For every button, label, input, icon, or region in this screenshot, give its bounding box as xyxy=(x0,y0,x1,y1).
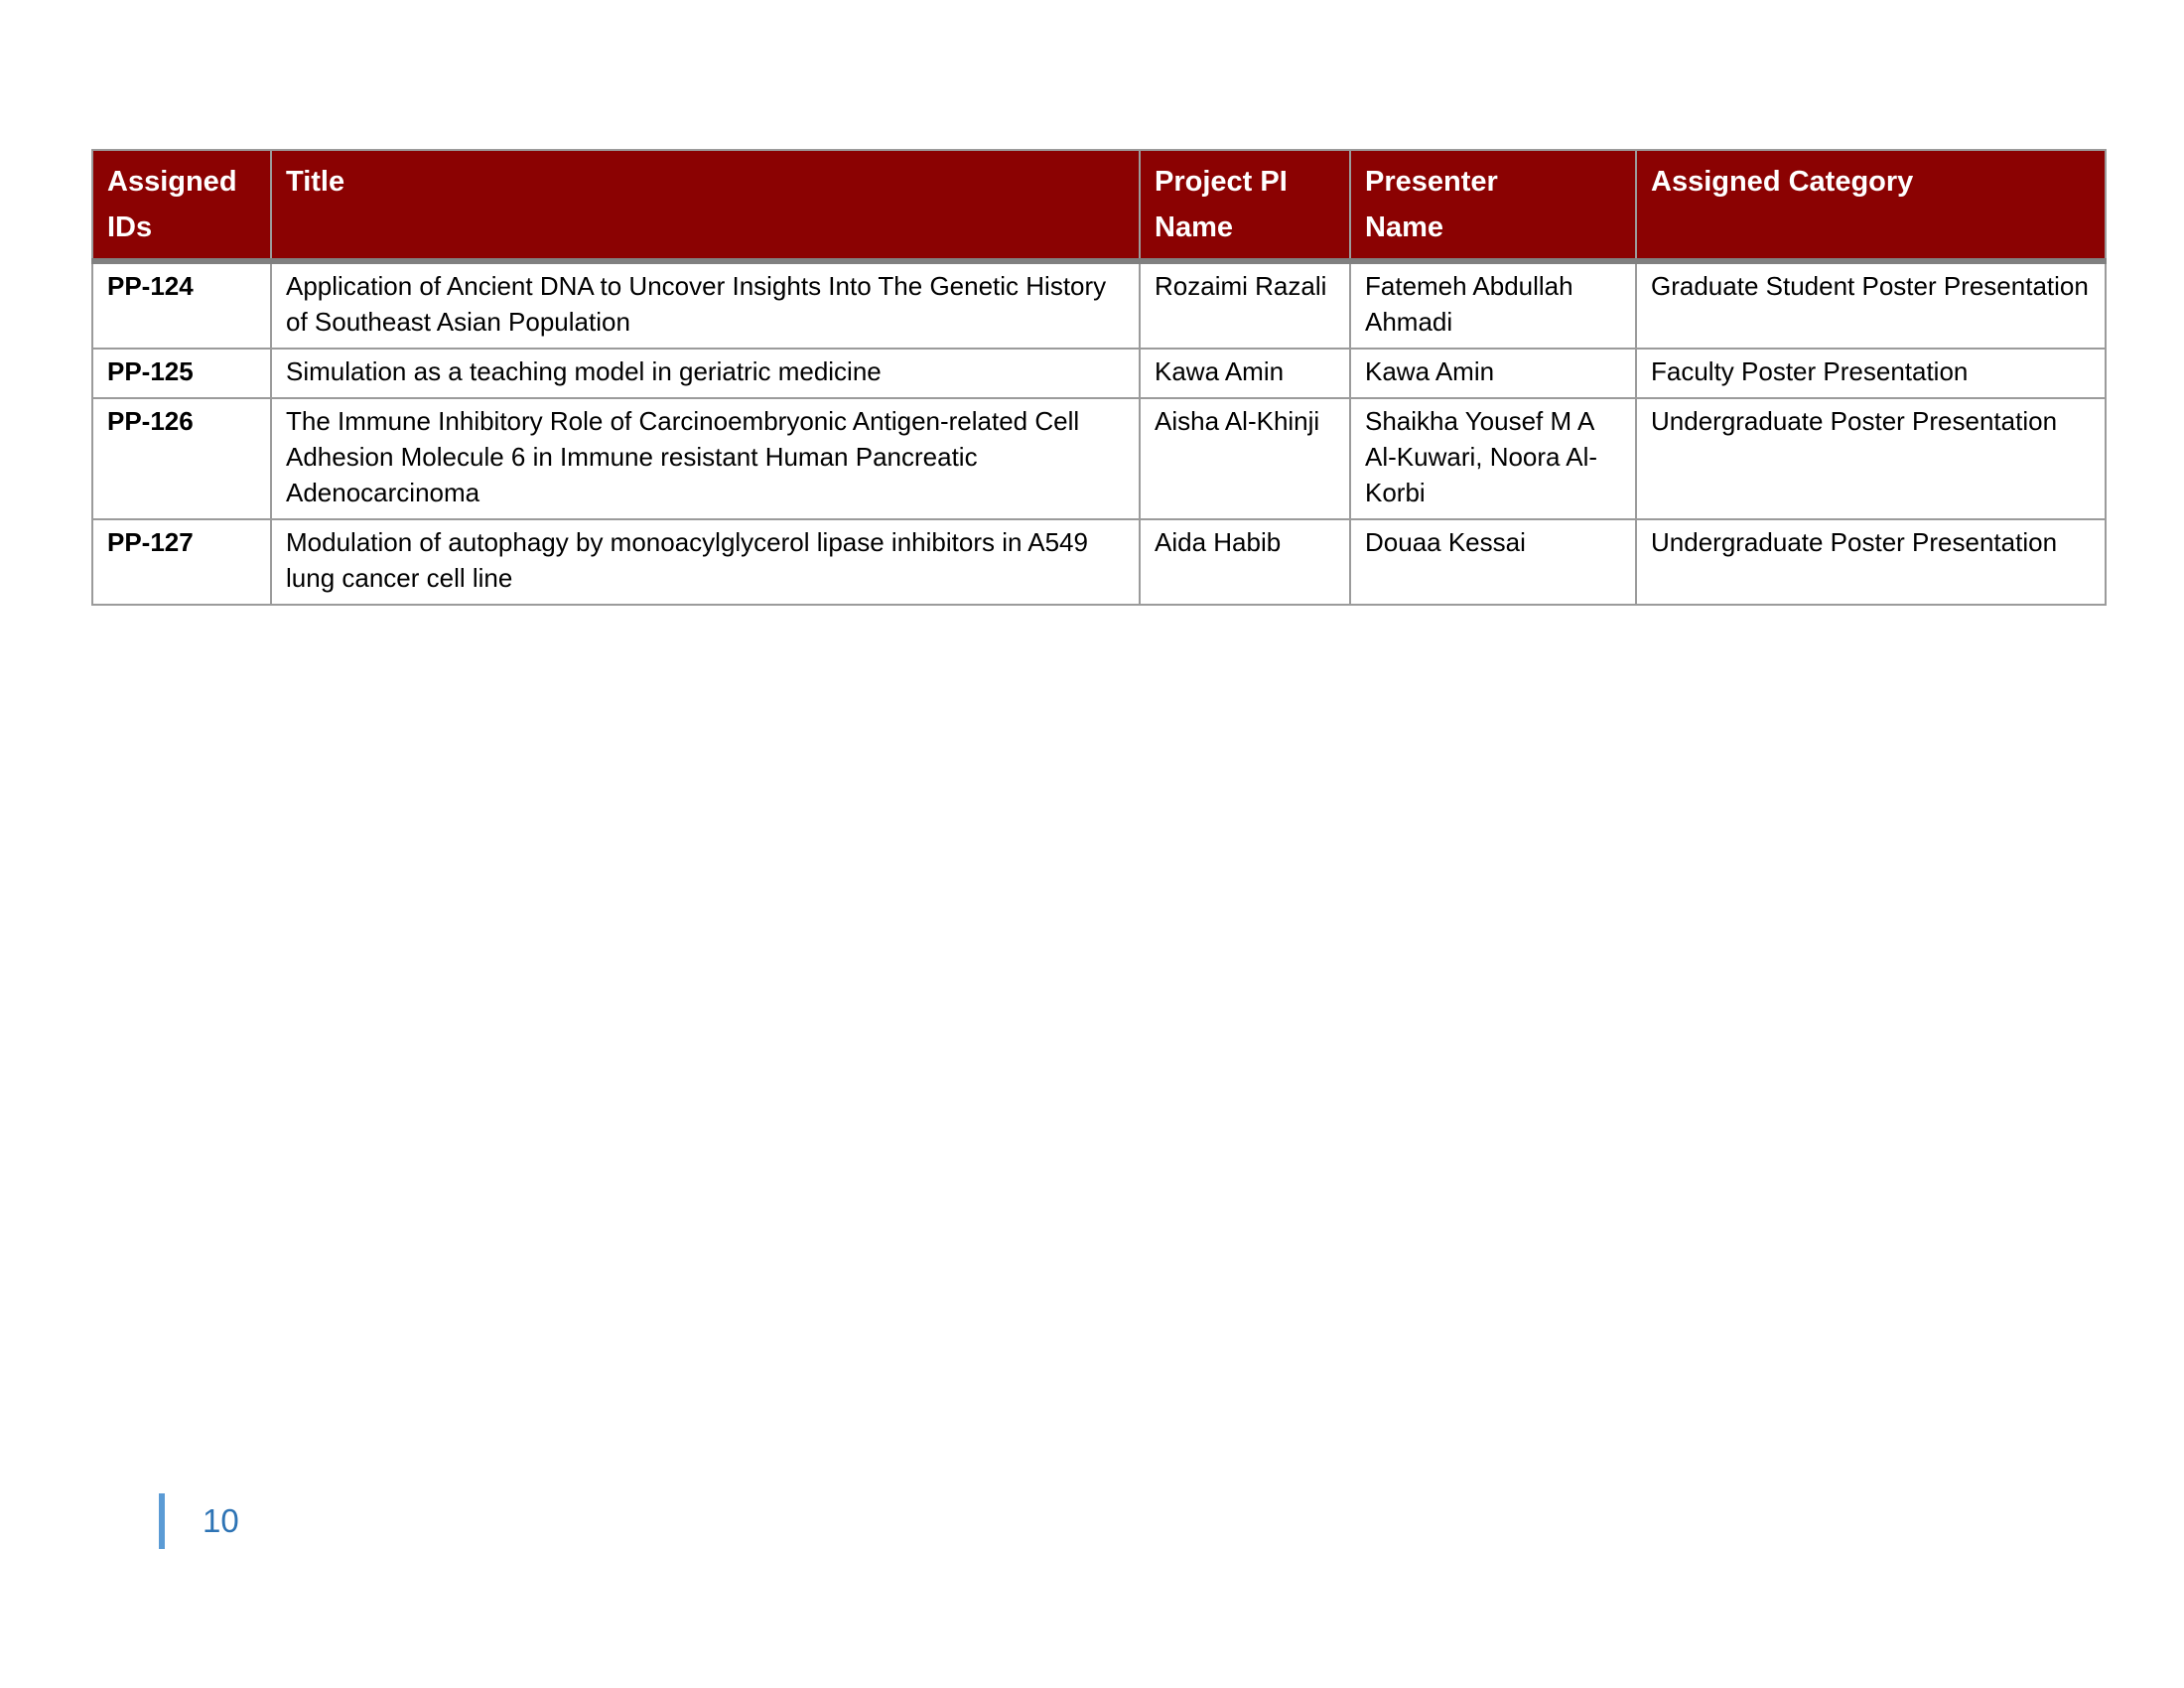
header-project-pi-name xyxy=(1140,150,1350,261)
poster-assignment-table xyxy=(91,149,2107,606)
category-cell: Faculty Poster Presentation xyxy=(1636,349,2106,398)
category-cell: Undergraduate Poster Presentation xyxy=(1636,398,2106,519)
header-line: Assigned xyxy=(107,166,237,198)
project-pi-cell: Aida Habib xyxy=(1140,519,1350,605)
table-row xyxy=(92,349,2106,398)
presenter-cell: Kawa Amin xyxy=(1350,349,1636,398)
presenter-cell: Fatemeh Abdullah Ahmadi xyxy=(1350,261,1636,349)
project-pi-cell: Aisha Al-Khinji xyxy=(1140,398,1350,519)
header-line: Name xyxy=(1365,211,1443,243)
assigned-id-cell: PP-125 xyxy=(92,349,271,398)
page-number: 10 xyxy=(203,1502,239,1539)
table-row xyxy=(92,519,2106,605)
header-line: Assigned Category xyxy=(1651,166,1914,198)
assigned-id-cell: PP-127 xyxy=(92,519,271,605)
header-line: Presenter xyxy=(1365,166,1498,198)
presenter-cell: Shaikha Yousef M A Al-Kuwari, Noora Al-Korbi xyxy=(1350,398,1636,519)
table-row xyxy=(92,261,2106,349)
header-line: IDs xyxy=(107,211,153,243)
project-pi-cell: Kawa Amin xyxy=(1140,349,1350,398)
header-line: Title xyxy=(286,166,345,198)
title-cell: Modulation of autophagy by monoacylglycerol lipase inhibitors in A549 lung cancer cell line xyxy=(271,519,1140,605)
title-cell: The Immune Inhibitory Role of Carcinoembryonic Antigen-related Cell Adhesion Molecule 6 in Immune resistant Human Pancreatic Adenocarcinoma xyxy=(271,398,1140,519)
header-line: Project PI xyxy=(1155,166,1288,198)
page-footer xyxy=(159,1493,239,1549)
footer-accent-bar xyxy=(159,1493,165,1549)
header-title xyxy=(271,150,1140,261)
assigned-id-cell: PP-126 xyxy=(92,398,271,519)
table-header-row xyxy=(92,150,2106,261)
header-assigned-category xyxy=(1636,150,2106,261)
table-row xyxy=(92,398,2106,519)
category-cell: Undergraduate Poster Presentation xyxy=(1636,519,2106,605)
project-pi-cell: Rozaimi Razali xyxy=(1140,261,1350,349)
category-cell: Graduate Student Poster Presentation xyxy=(1636,261,2106,349)
header-presenter-name xyxy=(1350,150,1636,261)
assigned-id-cell: PP-124 xyxy=(92,261,271,349)
header-line: Name xyxy=(1155,211,1233,243)
title-cell: Application of Ancient DNA to Uncover Insights Into The Genetic History of Southeast Asian Population xyxy=(271,261,1140,349)
presenter-cell: Douaa Kessai xyxy=(1350,519,1636,605)
header-assigned-ids xyxy=(92,150,271,261)
title-cell: Simulation as a teaching model in geriatric medicine xyxy=(271,349,1140,398)
